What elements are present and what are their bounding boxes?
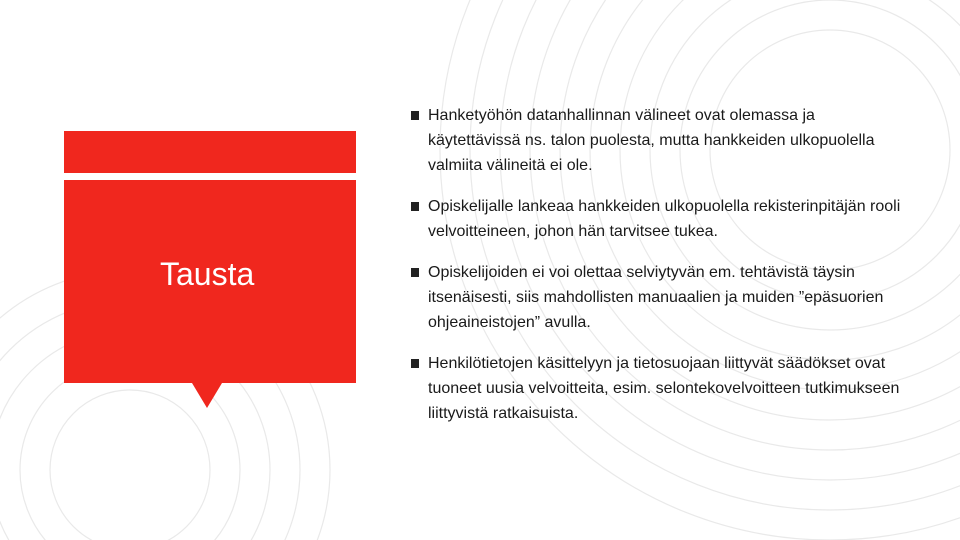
bullet-text: Hanketyöhön datanhallinnan välineet ovat olemassa ja käytettävissä ns. talon puolesta, mutta hankkeiden ulkopuolella valmiita välineitä ei ole. xyxy=(428,107,875,174)
bullet-item xyxy=(408,103,908,178)
square-bullet-icon xyxy=(411,268,419,277)
bullet-text: Opiskelijoiden ei voi olettaa selviytyvän em. tehtävistä täysin itsenäisesti, siis mahdollisten manuaalien ja muiden ”epäsuorien ohjeaineistojen” avulla. xyxy=(428,264,884,331)
square-bullet-icon xyxy=(411,111,419,120)
square-bullet-icon xyxy=(411,359,419,368)
bullet-list xyxy=(408,103,908,442)
slide-title: Tausta xyxy=(160,256,255,292)
bullet-text: Henkilötietojen käsittelyyn ja tietosuojaan liittyvät säädökset ovat tuoneet uusia velvoitteita, esim. selontekovelvoitteen tutkimukseen liittyvistä ratkaisuista. xyxy=(428,355,900,422)
title-panel-pointer xyxy=(192,383,222,408)
square-bullet-icon xyxy=(411,202,419,211)
bullet-item xyxy=(408,351,908,426)
bullet-text: Opiskelijalle lankeaa hankkeiden ulkopuolella rekisterinpitäjän rooli velvoitteineen, johon hän tarvitsee tukea. xyxy=(428,198,901,240)
bullet-item xyxy=(408,260,908,335)
bullet-item xyxy=(408,194,908,244)
accent-bar xyxy=(64,131,356,173)
